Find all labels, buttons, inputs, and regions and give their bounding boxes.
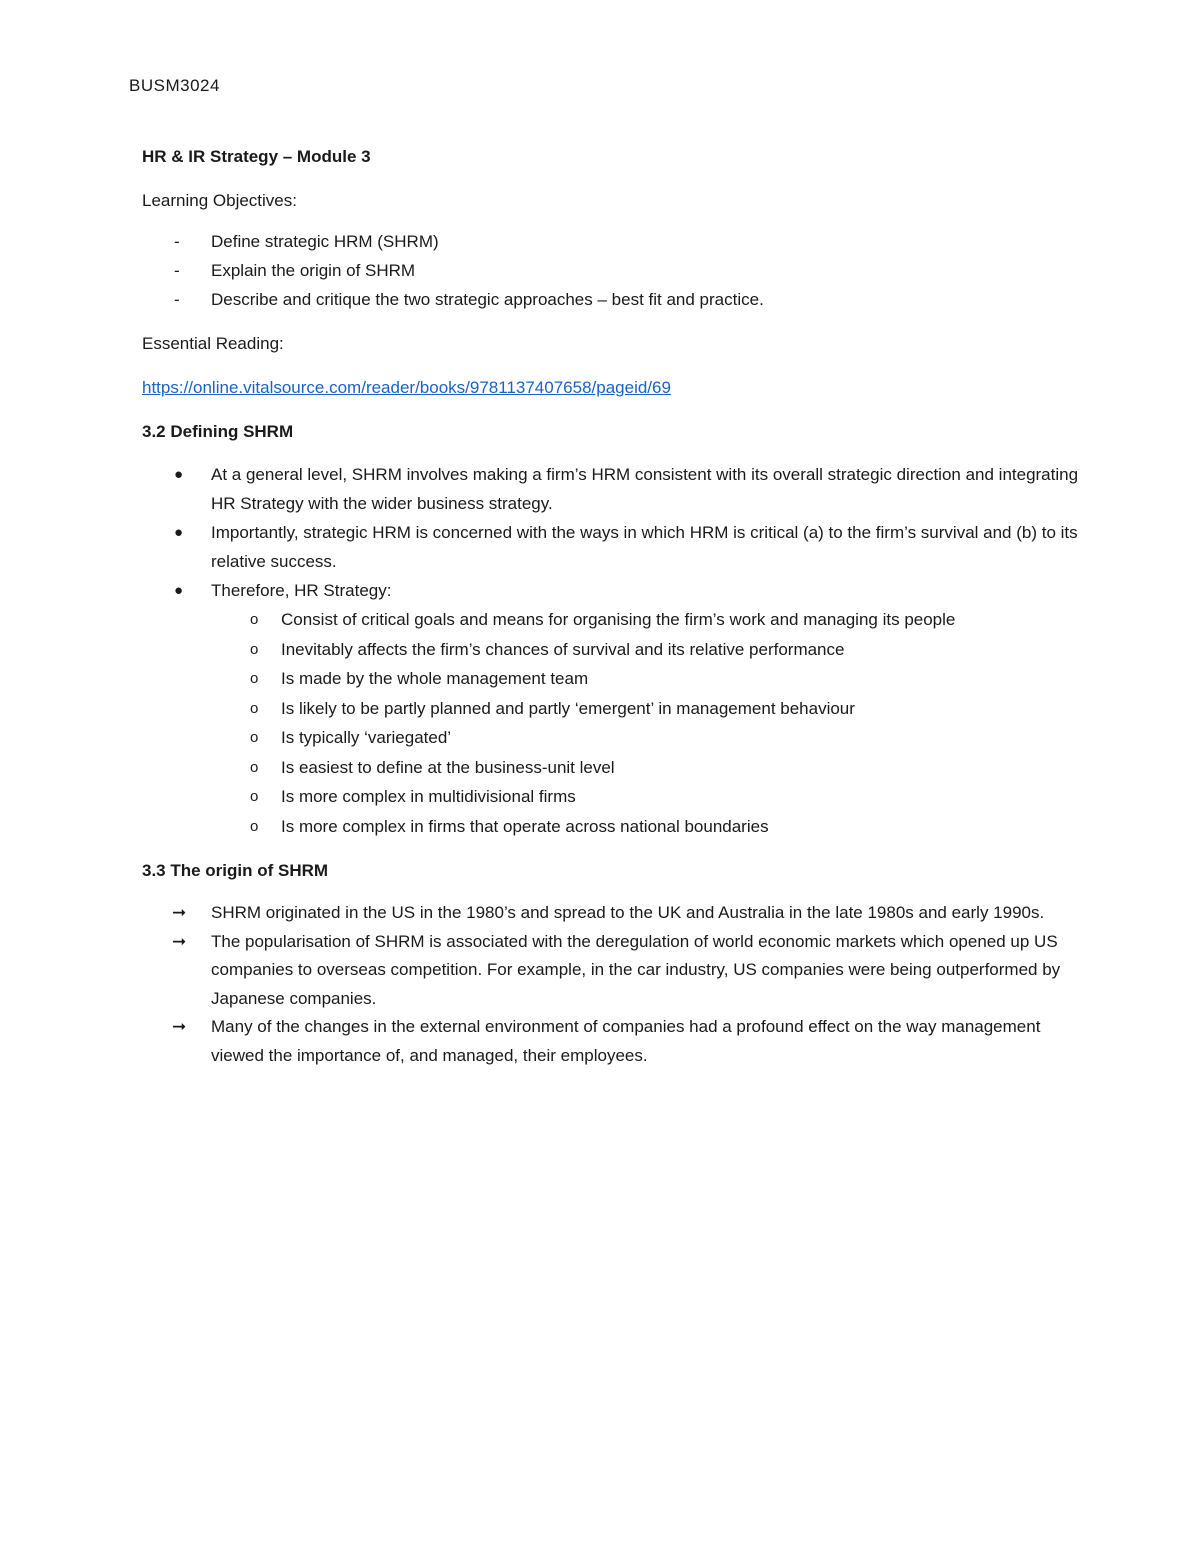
bullet-item xyxy=(142,518,1092,576)
circle-marker: o xyxy=(250,670,259,687)
sub-bullet-text: Is typically ‘variegated’ xyxy=(281,728,452,747)
sub-bullet-text: Is more complex in firms that operate across national boundaries xyxy=(281,816,769,836)
circle-marker: o xyxy=(250,611,259,628)
sub-bullet-item xyxy=(211,664,1092,694)
circle-marker: o xyxy=(250,729,259,746)
sub-bullet-item xyxy=(211,723,1092,753)
arrow-item xyxy=(142,1013,1092,1070)
arrow-icon: ➞ xyxy=(172,931,187,951)
sub-bullet-item xyxy=(211,635,1092,665)
arrow-icon: ➞ xyxy=(172,1017,187,1036)
objectives-list xyxy=(142,227,1092,314)
reading-label: Essential Reading: xyxy=(142,334,284,353)
arrow-item-text: Many of the changes in the external environment of companies had a profound effect on the way management viewed the importance of, and managed, their employees. xyxy=(211,1017,1041,1065)
sub-bullet-text: Consist of critical goals and means for organising the firm’s work and managing its people xyxy=(281,610,956,629)
arrow-item-text: SHRM originated in the US in the 1980’s and spread to the UK and Australia in the late 1980s and early 1990s. xyxy=(211,903,1045,922)
circle-marker: o xyxy=(250,640,259,658)
bullet-item xyxy=(142,460,1092,518)
document-title: HR & IR Strategy – Module 3 xyxy=(142,147,371,166)
arrow-icon: ➞ xyxy=(172,903,187,922)
arrow-item xyxy=(142,928,1092,1014)
arrow-item-text: The popularisation of SHRM is associated with the deregulation of world economic markets which opened up US companies to overseas competition. For example, in the car industry, US companies were being outperformed by Japanese companies. xyxy=(211,931,1061,1008)
dash-marker: - xyxy=(174,290,180,309)
arrow-item xyxy=(142,899,1092,928)
circle-marker: o xyxy=(250,758,259,776)
sub-bullet-item xyxy=(211,812,1092,842)
reading-link[interactable]: https://online.vitalsource.com/reader/books/9781137407658/pageid/69 xyxy=(142,378,671,397)
sub-bullet-item xyxy=(211,782,1092,812)
sub-bullet-text: Is likely to be partly planned and partly ‘emergent’ in management behaviour xyxy=(281,698,855,718)
bullet-item xyxy=(142,576,1092,841)
objective-item xyxy=(142,285,1092,314)
bullet-marker: ● xyxy=(174,582,184,599)
hr-strategy-sublist xyxy=(211,605,1092,841)
objective-text: Define strategic HRM (SHRM) xyxy=(211,232,439,251)
sub-bullet-text: Is more complex in multidivisional firms xyxy=(281,787,576,806)
dash-marker: - xyxy=(174,232,180,251)
sub-bullet-item xyxy=(211,694,1092,724)
bullet-marker: ● xyxy=(174,466,184,483)
objective-text: Describe and critique the two strategic approaches – best fit and practice. xyxy=(211,290,764,309)
objective-item xyxy=(142,256,1092,285)
bullet-marker: ● xyxy=(174,524,184,541)
section-heading-3-3: 3.3 The origin of SHRM xyxy=(142,861,329,880)
objectives-label: Learning Objectives: xyxy=(142,191,297,210)
circle-marker: o xyxy=(250,788,259,805)
bullet-text: At a general level, SHRM involves making a firm’s HRM consistent with its overall strategic direction and integrating HR Strategy with the wider business strategy. xyxy=(211,465,1079,513)
circle-marker: o xyxy=(250,817,259,835)
objective-text: Explain the origin of SHRM xyxy=(211,261,416,280)
section-3-3-list xyxy=(142,899,1092,1070)
dash-marker: - xyxy=(174,261,180,280)
circle-marker: o xyxy=(250,699,259,717)
sub-bullet-item xyxy=(211,605,1092,635)
objective-item xyxy=(142,227,1092,256)
sub-bullet-text: Inevitably affects the firm’s chances of survival and its relative performance xyxy=(281,639,845,659)
sub-bullet-text: Is made by the whole management team xyxy=(281,669,589,688)
page-header-code: BUSM3024 xyxy=(129,76,220,95)
bullet-text: Therefore, HR Strategy: xyxy=(211,581,392,600)
bullet-text: Importantly, strategic HRM is concerned with the ways in which HRM is critical (a) to the firm’s survival and (b) to its relative success. xyxy=(211,523,1078,571)
document-body xyxy=(142,143,1092,1070)
sub-bullet-item xyxy=(211,753,1092,783)
section-heading-3-2: 3.2 Defining SHRM xyxy=(142,422,294,441)
section-3-2-list xyxy=(142,460,1092,841)
sub-bullet-text: Is easiest to define at the business-unit level xyxy=(281,757,615,777)
